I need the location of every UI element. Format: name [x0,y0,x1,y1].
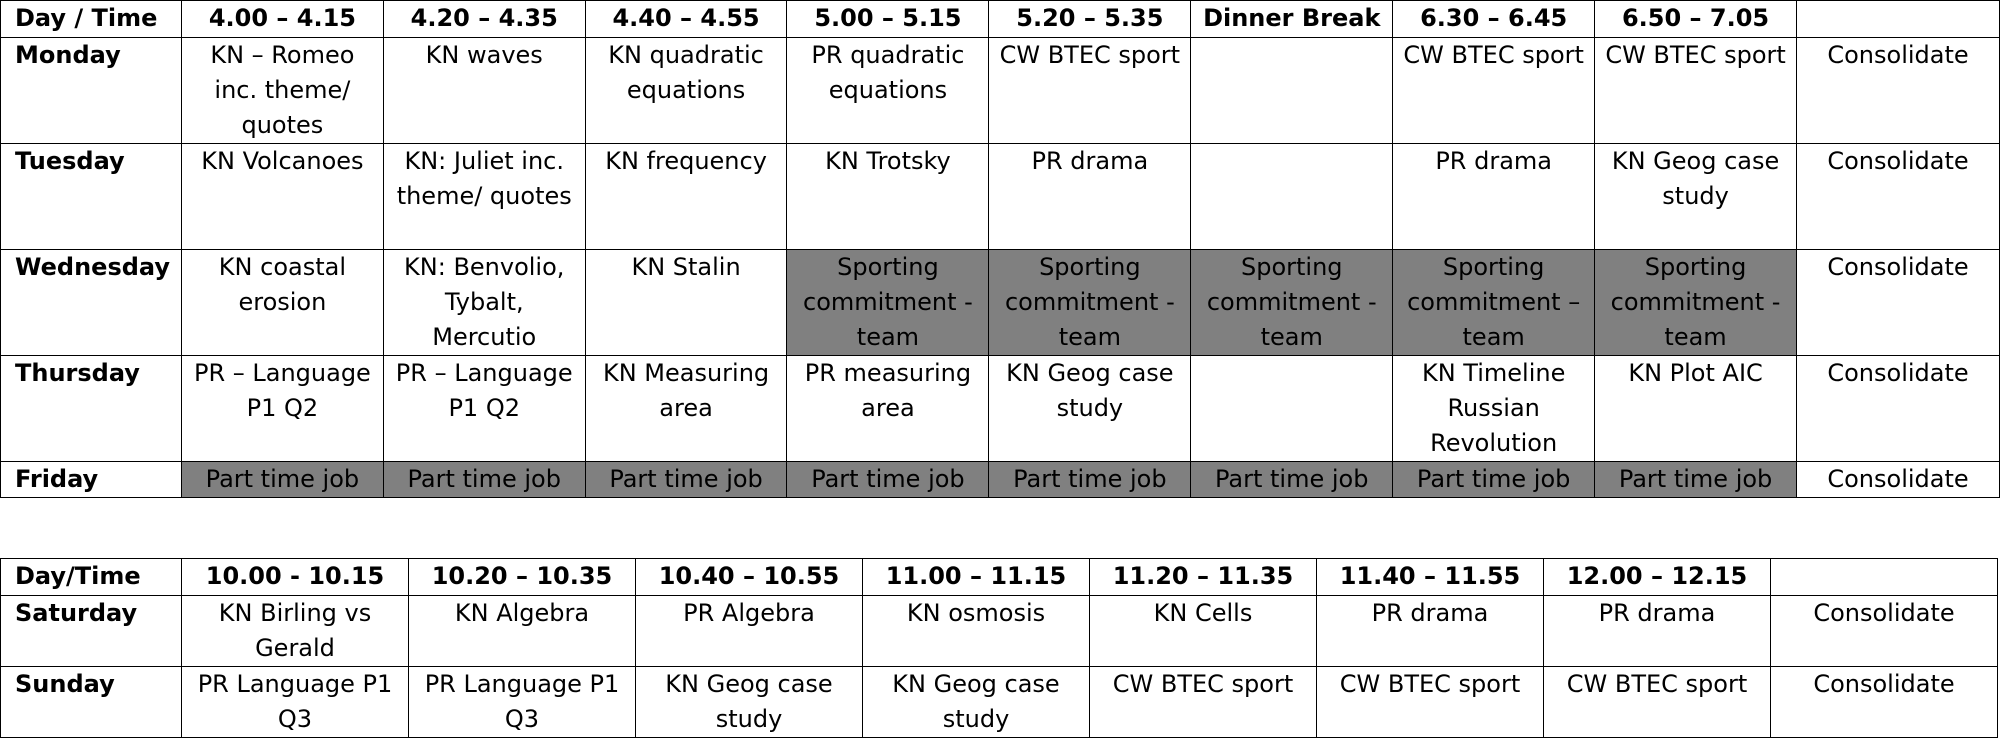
timetable-cell: PR Algebra [636,596,863,667]
timetable-cell [1191,356,1393,462]
timetable-cell: PR Language P1 Q3 [182,667,409,738]
header-slot: 11.00 – 11.15 [863,559,1090,596]
timetable-cell: PR drama [1544,596,1771,667]
timetable-cell: KN Stalin [585,250,787,356]
timetable-cell: KN Geog case study [1595,144,1797,250]
header-slot: 5.00 – 5.15 [787,1,989,38]
timetable-cell-shaded: Sporting commitment - team [989,250,1191,356]
header-slot: 10.40 – 10.55 [636,559,863,596]
timetable-cell-shaded: Part time job [787,462,989,498]
header-slot: 4.00 – 4.15 [181,1,383,38]
timetable-cell: KN Trotsky [787,144,989,250]
header-slot: 11.40 – 11.55 [1317,559,1544,596]
timetable-cell-shaded: Part time job [989,462,1191,498]
timetable-cell: Consolidate [1797,462,2000,498]
timetable-cell: PR drama [1393,144,1595,250]
timetable-cell: CW BTEC sport [1317,667,1544,738]
table-row [1,356,2000,462]
timetable-cell: KN coastal erosion [181,250,383,356]
day-label: Sunday [1,667,182,738]
timetable-cell-shaded: Sporting commitment - team [787,250,989,356]
timetable-cell-shaded: Part time job [181,462,383,498]
timetable-cell-shaded: Part time job [585,462,787,498]
header-slot: 6.30 – 6.45 [1393,1,1595,38]
day-label: Thursday [1,356,182,462]
header-slot: 4.20 – 4.35 [383,1,585,38]
header-day-time: Day / Time [1,1,182,38]
weekend-timetable [0,558,1998,738]
table-row [1,667,1998,738]
timetable-cell [1191,38,1393,144]
timetable-cell: KN Volcanoes [181,144,383,250]
timetable-cell: CW BTEC sport [1544,667,1771,738]
timetable-cell: Consolidate [1797,38,2000,144]
timetable-cell: Consolidate [1797,250,2000,356]
header-day-time: Day/Time [1,559,182,596]
timetable-cell: KN Cells [1090,596,1317,667]
timetable-cell: KN: Benvolio, Tybalt, Mercutio [383,250,585,356]
header-slot: 10.00 - 10.15 [182,559,409,596]
timetable-cell [1191,144,1393,250]
day-label: Saturday [1,596,182,667]
header-slot: 4.40 – 4.55 [585,1,787,38]
timetable-cell: KN quadratic equations [585,38,787,144]
timetable-cell: CW BTEC sport [1090,667,1317,738]
header-row [1,1,2000,38]
header-consolidate [1797,1,2000,38]
day-label: Monday [1,38,182,144]
timetable-cell: KN Geog case study [636,667,863,738]
timetable-cell-shaded: Part time job [1191,462,1393,498]
header-slot: 10.20 – 10.35 [409,559,636,596]
timetable-cell: KN Birling vs Gerald [182,596,409,667]
header-consolidate [1771,559,1998,596]
timetable-cell-shaded: Sporting commitment - team [1595,250,1797,356]
timetable-cell: KN Geog case study [863,667,1090,738]
timetable-cell: CW BTEC sport [1393,38,1595,144]
timetable-cell: PR drama [1317,596,1544,667]
timetable-cell: Consolidate [1797,144,2000,250]
timetable-cell-shaded: Part time job [1595,462,1797,498]
timetable-cell-shaded: Part time job [383,462,585,498]
timetable-cell-shaded: Sporting commitment - team [1191,250,1393,356]
timetable-cell: KN Algebra [409,596,636,667]
header-slot: 5.20 – 5.35 [989,1,1191,38]
timetable-cell: PR – Language P1 Q2 [181,356,383,462]
timetable-cell: PR Language P1 Q3 [409,667,636,738]
day-label: Wednesday [1,250,182,356]
table-row [1,250,2000,356]
header-dinner-break: Dinner Break [1191,1,1393,38]
header-row [1,559,1998,596]
timetable-cell: PR measuring area [787,356,989,462]
timetable-cell: CW BTEC sport [1595,38,1797,144]
timetable-cell: KN Geog case study [989,356,1191,462]
table-row [1,462,2000,498]
table-row [1,596,1998,667]
day-label: Friday [1,462,182,498]
timetable-cell: KN osmosis [863,596,1090,667]
table-row [1,144,2000,250]
timetable-cell: KN frequency [585,144,787,250]
timetable-cell: PR quadratic equations [787,38,989,144]
timetable-cell: KN: Juliet inc. theme/ quotes [383,144,585,250]
timetable-cell: KN waves [383,38,585,144]
timetable-cell: Consolidate [1771,596,1998,667]
header-slot: 12.00 – 12.15 [1544,559,1771,596]
table-row [1,38,2000,144]
timetable-cell: PR – Language P1 Q2 [383,356,585,462]
timetable-cell: KN Plot AIC [1595,356,1797,462]
timetable-cell: CW BTEC sport [989,38,1191,144]
timetable-cell: KN Timeline Russian Revolution [1393,356,1595,462]
header-slot: 11.20 – 11.35 [1090,559,1317,596]
timetable-cell: KN Measuring area [585,356,787,462]
timetable-cell: PR drama [989,144,1191,250]
timetable-cell: KN – Romeo inc. theme/ quotes [181,38,383,144]
timetable-cell: Consolidate [1771,667,1998,738]
timetable-cell-shaded: Part time job [1393,462,1595,498]
header-slot: 6.50 – 7.05 [1595,1,1797,38]
day-label: Tuesday [1,144,182,250]
timetable-cell: Consolidate [1797,356,2000,462]
timetable-cell-shaded: Sporting commitment – team [1393,250,1595,356]
